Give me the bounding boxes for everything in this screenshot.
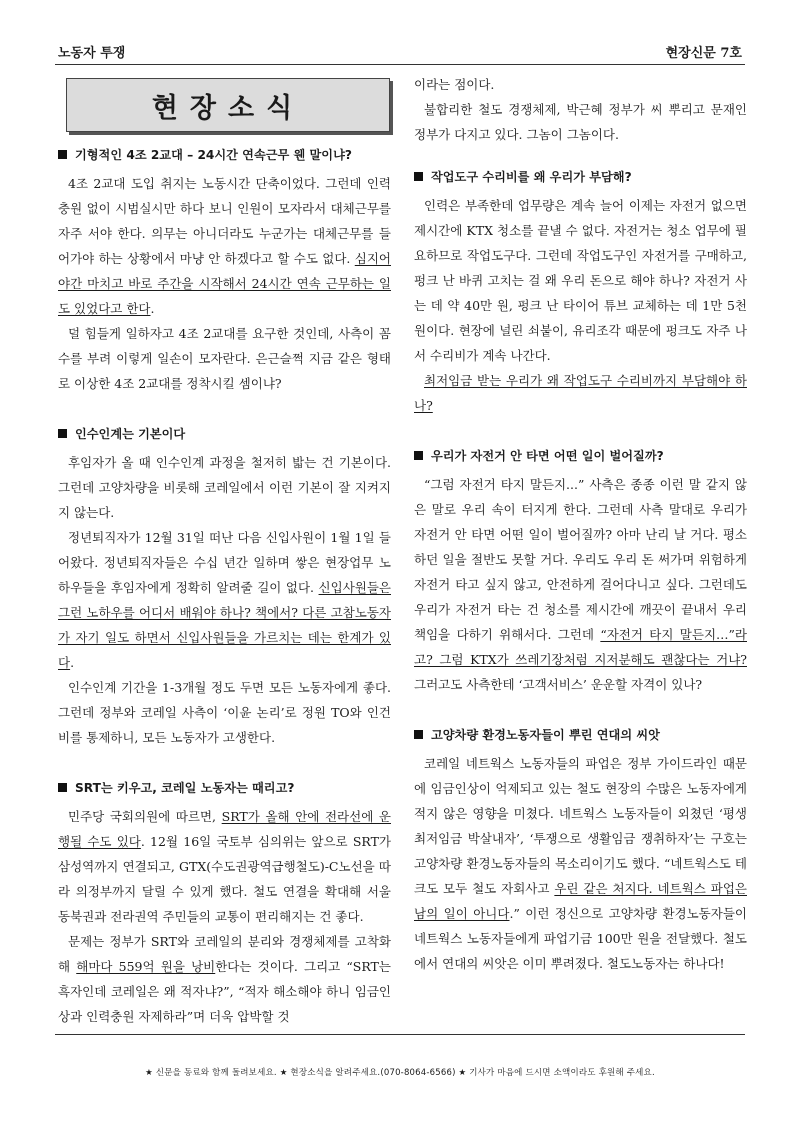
article-heading-bicycle: 우리가 자전거 안 타면 어떤 일이 벌어질까? (414, 446, 747, 466)
footer-notice: ★ 신문을 동료와 함께 돌려보세요. ★ 현장소식을 알려주세요.(070-8064-6566) ★ 기사가 마음에 드시면 소액이라도 후원해 주세요. (145, 1068, 655, 1078)
left-column (58, 72, 391, 1029)
publication-name: 노동자 투쟁 (58, 46, 126, 61)
article-paragraph: 덜 힘들게 일하자고 4조 2교대를 요구한 것인데, 사측이 꼼수를 부려 이렇게 일손이 모자란다. 은근슬쩍 지금 같은 형태로 이상한 4조 2교대를 정착시킬 셈이냐? (58, 326, 391, 391)
article-paragraph: 후임자가 올 때 인수인계 과정을 철저히 밟는 건 기본이다. 그런데 고양차량을 비롯해 코레일에서 이런 기본이 잘 지켜지지 않는다. (58, 455, 391, 520)
article-paragraph: “그럼 자전거 타지 말든지...” 사측은 종종 이런 말 같지 않은 말로 우리 속이 터지게 한다. 그런데 사측 말대로 우리가 자전거 안 타면 어떤 일이 벌어질까? 아마 난리 날 거다. 평소 하던 일을 절반도 못할 거다. 우리도 우리 돈 써가며 위험하게 자전거 타고 싶지 않고, 안전하게 걸어다니고 싶다. 그런데도 우리가 자전거 타는 건 청소를 제시간에 깨끗이 끝내서 우리 책임을 다하기 위해서다. 그런데 “자전거 타지 말든지…”라고? 그럼 KTX가 쓰레기장처럼 지저분해도 괜찮다는 거냐? 그러고도 사측한테 ‘고객서비스’ 운운할 자격이 있나? (414, 477, 747, 692)
underlined-emphasis: 우린 같은 처지다. 네트웍스 파업은 남의 일이 아니다 (414, 881, 747, 921)
article-paragraph: 인력은 부족한데 업무량은 계속 늘어 이제는 자전거 없으면 제시간에 KTX 청소를 끝낼 수 없다. 자전거는 청소 업무에 필요하므로 작업도구다. 그런데 작업도구인 자전거를 구매하고, 펑크 난 바퀴 고치는 걸 왜 우리 돈으로 해야 하나? 자전거 사는 데 약 40만 원, 펑크 난 타이어 튜브 교체하는 데 1만 5천 원이다. 현장에 널린 쇠붙이, 유리조각 때문에 펑크도 자주 나서 수리비가 계속 나간다. (414, 198, 747, 363)
article-paragraph: 코레일 네트웍스 노동자들의 파업은 정부 가이드라인 때문에 임금인상이 억제되고 있는 철도 현장의 수많은 노동자에게 적지 않은 영향을 미쳤다. 네트웍스 노동자들이 외쳤던 ‘평생 최저임금 박살내자’, ‘투쟁으로 생활임금 쟁취하자’는 구호는 고양차량 환경노동자들의 목소리이기도 했다. “네트웍스도 테크도 모두 철도 자회사고 우린 같은 처지다. 네트웍스 파업은 남의 일이 아니다.” 이런 정신으로 고양차량 환경노동자들이 네트웍스 노동자들에게 파업기금 100만 원을 전달했다. 철도에서 연대의 씨앗은 이미 뿌려졌다. 철도노동자는 하나다! (414, 756, 747, 971)
bullet-square-icon (58, 429, 67, 438)
article-paragraph: 4조 2교대 도입 취지는 노동시간 단축이었다. 그런데 인력 충원 없이 시범실시만 하다 보니 인원이 모자라서 대체근무를 자주 서야 한다. 의무는 아니더라도 누군가는 대체근무를 들어가야 하는 상황에서 마냥 안 하겠다고 할 수도 없다. 심지어 야간 마치고 바로 주간을 시작해서 24시간 연속 근무하는 일도 있었다고 한다. (58, 176, 391, 316)
section-title: 현장소식 (151, 92, 305, 124)
bullet-square-icon (58, 150, 67, 159)
article-paragraph: 불합리한 철도 경쟁체제, 박근혜 정부가 씨 뿌리고 문재인 정부가 다지고 있다. 그놈이 그놈이다. (414, 102, 747, 142)
underlined-emphasis: 신입사원들은 그런 노하우를 어디서 배워야 하나? 책에서? 다른 고참노동자가 자기 일도 하면서 신입사원들을 가르치는 데는 한계가 있다 (58, 580, 391, 670)
article-paragraph: 인수인계 기간을 1-3개월 정도 두면 모든 노동자에게 좋다. 그런데 정부와 코레일 사측이 ‘이윤 논리’로 정원 TO와 인건비를 통제하니, 모든 노동자가 고생한다. (58, 680, 391, 745)
article-heading-handover: 인수인계는 기본이다 (58, 424, 391, 444)
article-heading-solidarity: 고양차량 환경노동자들이 뿌린 연대의 씨앗 (414, 725, 747, 745)
underlined-emphasis: 해마다 559억 원을 낭비 (76, 959, 216, 974)
footer-rule (55, 1034, 745, 1035)
article-paragraph (414, 368, 747, 418)
underlined-emphasis: SRT가 올해 안에 전라선에 운행될 수도 있다 (58, 809, 391, 849)
right-column (414, 72, 747, 976)
issue-number: 현장신문 7호 (665, 46, 742, 61)
article-paragraph: 민주당 국회의원에 따르면, SRT가 올해 안에 전라선에 운행될 수도 있다. 12월 16일 국토부 심의위는 앞으로 SRT가 삼성역까지 연결되고, GTX(수도권광역급행철도)-C노선을 따라 의정부까지 달릴 수 있게 했다. 철도 연결을 확대해 서울 동북권과 전라권역 주민들의 교통이 편리해지는 건 좋다. (58, 809, 391, 924)
article-paragraph: 문제는 정부가 SRT와 코레일의 분리와 경쟁체제를 고착화해 해마다 559억 원을 낭비한다는 것이다. 그리고 “SRT는 흑자인데 코레일은 왜 적자냐?”, “적자 해소해야 하니 임금인상과 인력충원 자제하라”며 더욱 압박할 것 (58, 934, 391, 1024)
article-heading-srt: SRT는 키우고, 코레일 노동자는 때리고? (58, 778, 391, 798)
underlined-emphasis: 심지어 야간 마치고 바로 주간을 시작해서 24시간 연속 근무하는 일도 있었다고 한다 (58, 251, 391, 316)
header-rule (55, 64, 745, 65)
section-title-box (66, 78, 390, 132)
article-heading-tools: 작업도구 수리비를 왜 우리가 부담해? (414, 167, 747, 187)
bullet-square-icon (58, 783, 67, 792)
bullet-square-icon (414, 730, 423, 739)
bullet-square-icon (414, 172, 423, 181)
article-paragraph: 정년퇴직자가 12월 31일 떠난 다음 신입사원이 1월 1일 들어왔다. 정년퇴직자들은 수십 년간 일하며 쌓은 현장업무 노하우들을 후임자에게 정확히 알려줄 길이 없다. 신입사원들은 그런 노하우를 어디서 배워야 하나? 책에서? 다른 고참노동자가 자기 일도 하면서 신입사원들을 가르치는 데는 한계가 있다. (58, 530, 391, 670)
underlined-emphasis: 최저임금 받는 우리가 왜 작업도구 수리비까지 부담해야 하나? (414, 373, 747, 413)
bullet-square-icon (414, 451, 423, 460)
article-heading-shift: 기형적인 4조 2교대 – 24시간 연속근무 웬 말이냐? (58, 145, 391, 165)
underlined-emphasis: “자전거 타지 말든지…”라고? 그럼 KTX가 쓰레기장처럼 지저분해도 괜찮다는 거냐? (414, 627, 747, 667)
article-continuation: 이라는 점이다. (414, 77, 495, 92)
page-header (0, 0, 800, 70)
